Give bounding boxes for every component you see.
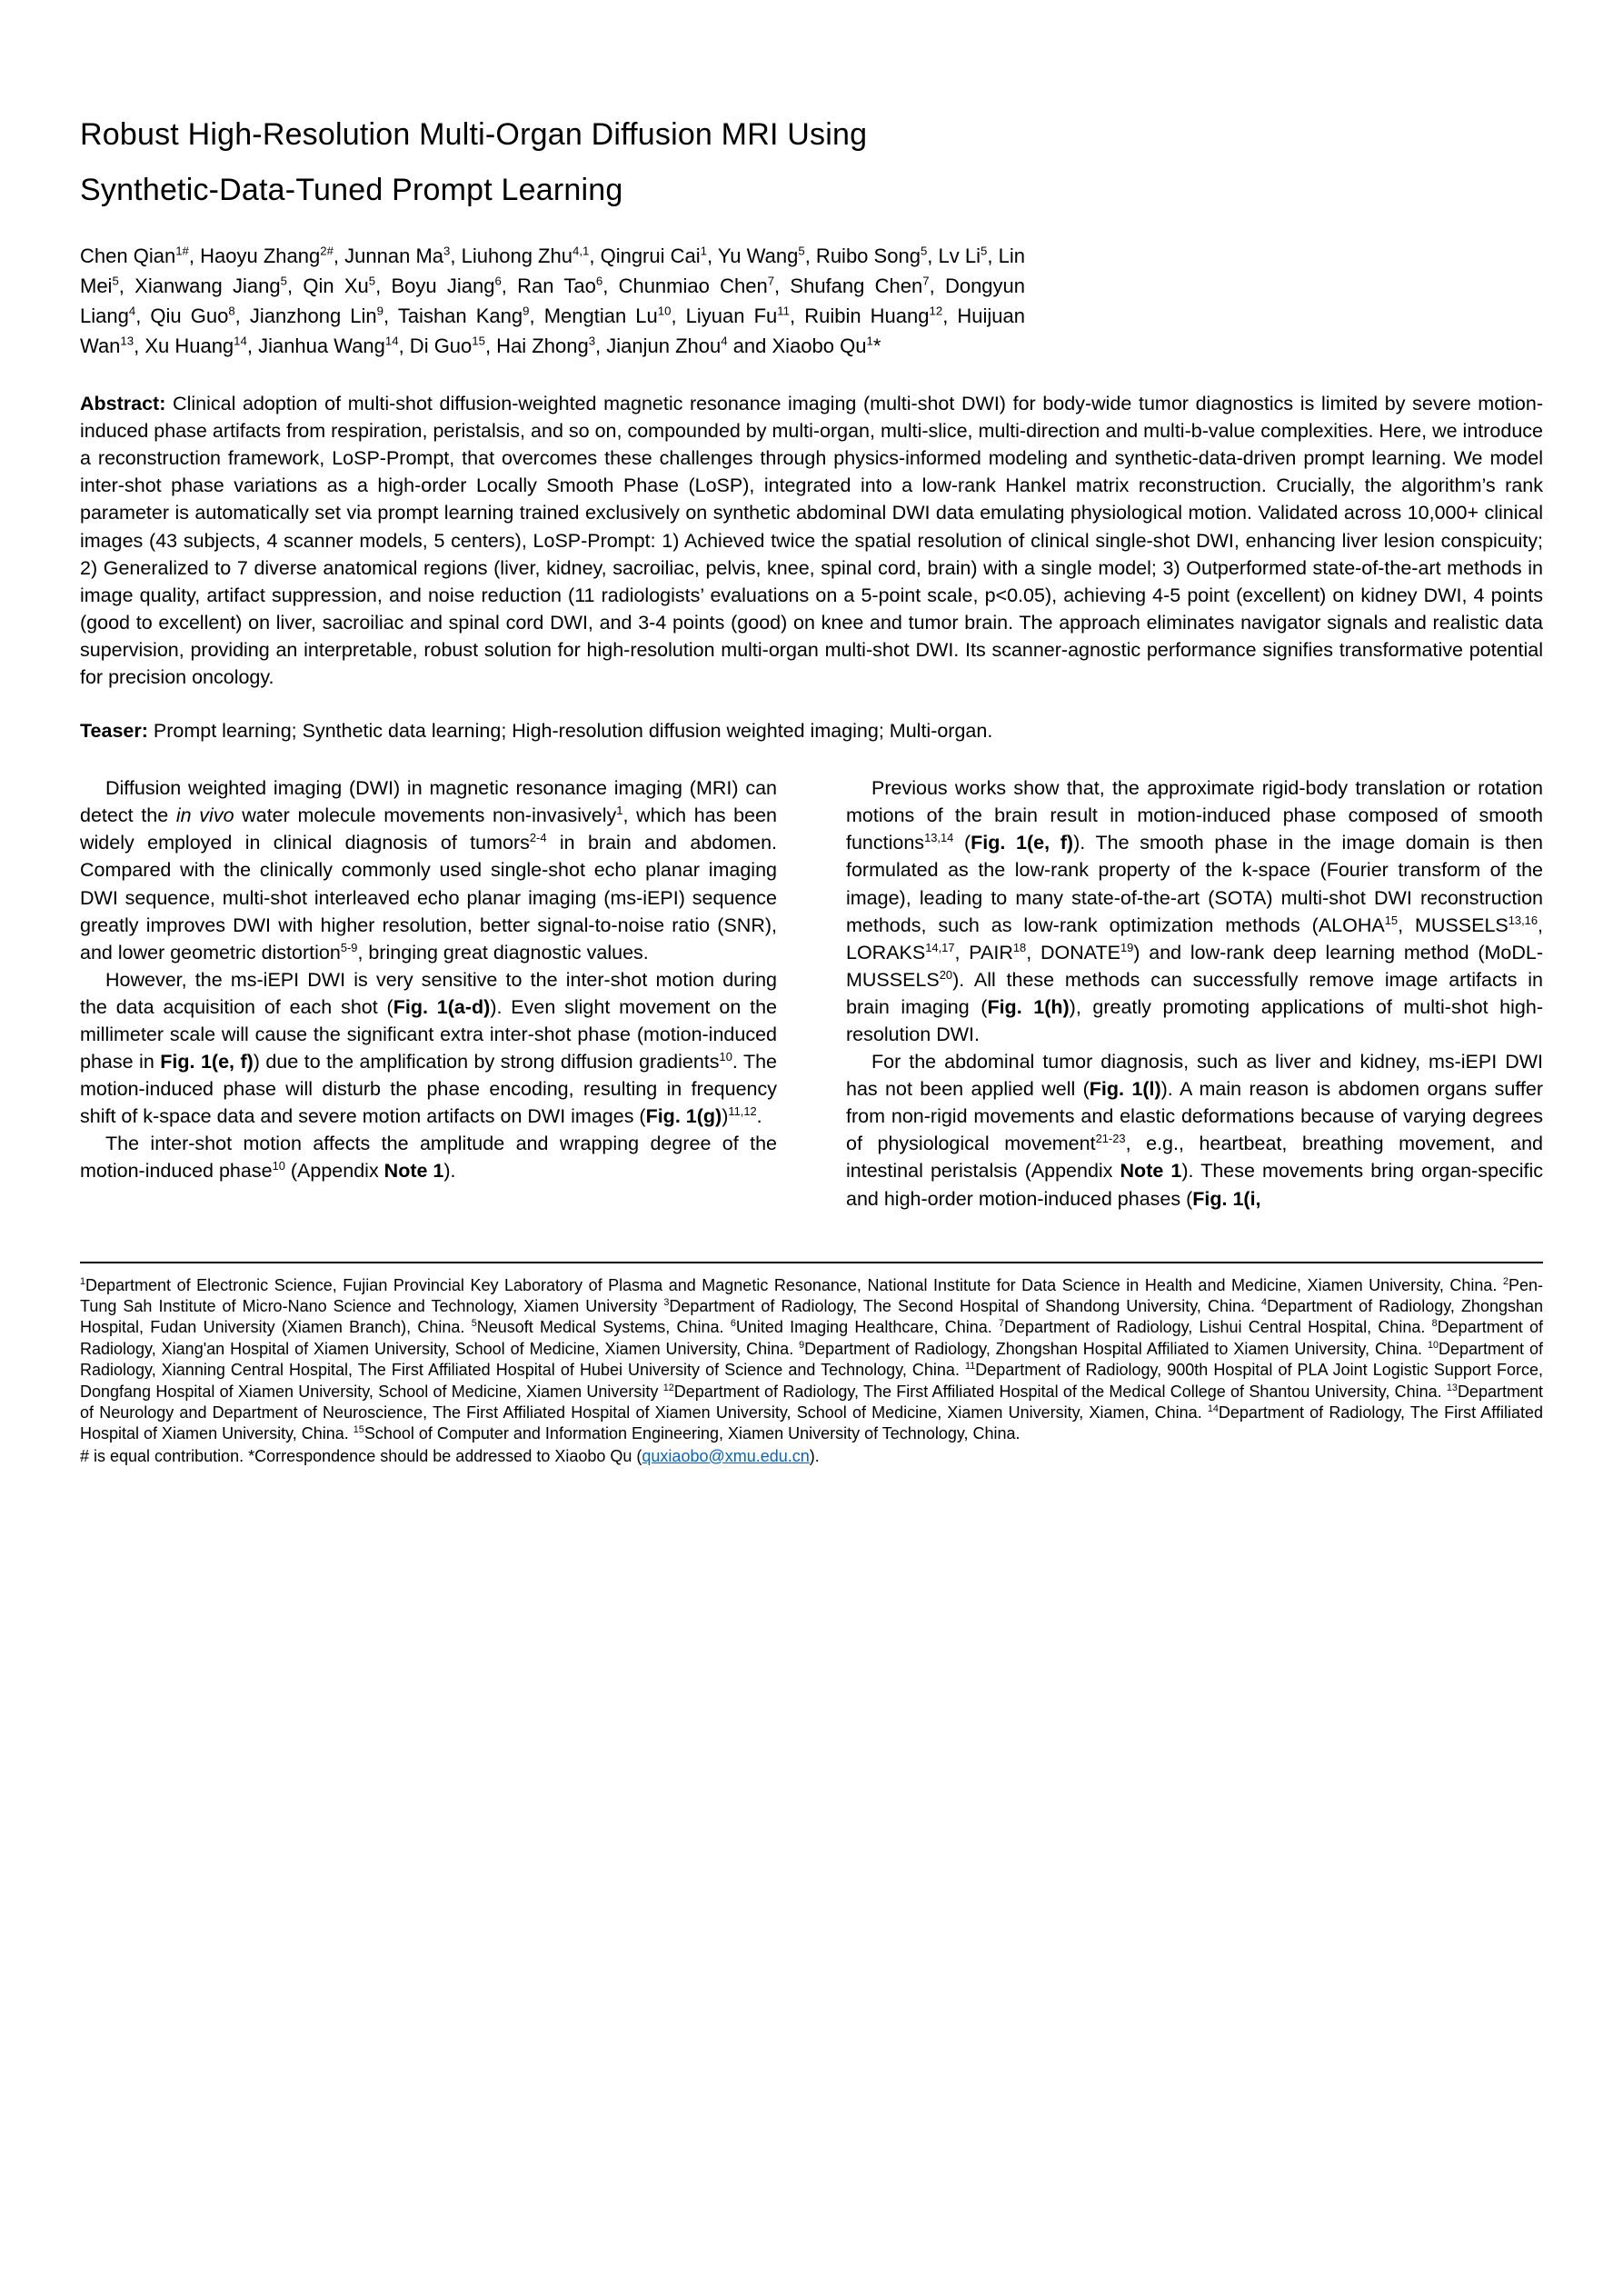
body-paragraph-left-1: Diffusion weighted imaging (DWI) in magnetic resonance imaging (MRI) can detect the in vivo water molecule movements non-invasively$^1$, which has been widely employed in clinical diagnosis of tumors$^{2-4}$ in brain and abdomen. Compared with the clinically commonly used single-shot echo planar imaging DWI sequence, multi-shot interleaved echo planar imaging (ms-iEPI) sequence greatly improves DWI with higher resolution, better signal-to-noise ratio (SNR), and lower geometric distortion$^{5-9}$, bringing great diagnostic values. xyxy=(80,777,777,963)
body-column-right xyxy=(846,774,1543,1213)
abstract-label: Abstract: xyxy=(80,393,166,415)
teaser-label: Teaser: xyxy=(80,720,148,743)
author-list: Chen Qian$^{1\#}$, Haoyu Zhang$^{2\#}$, Junnan Ma$^3$, Liuhong Zhu$^{4,1}$, Qingrui Cai$^1$, Yu Wang$^5$, Ruibo Song$^5$, Lv Li$^5$, Lin Mei$^5$, Xianwang Jiang$^5$, Qin Xu$^5$, Boyu Jiang$^6$, Ran Tao$^6$, Chunmiao Chen$^7$, Shufang Chen$^7$, Dongyun Liang$^4$, Qiu Guo$^8$, Jianzhong Lin$^9$, Taishan Kang$^9$, Mengtian Lu$^{10}$, Liyuan Fu$^{11}$, Ruibin Huang$^{12}$, Huijuan Wan$^{13}$, Xu Huang$^{14}$, Jianhua Wang$^{14}$, Di Guo$^{15}$, Hai Zhong$^3$, Jianjun Zhou$^4$ and Xiaobo Qu$^1$* xyxy=(80,244,1026,358)
abstract-text: Clinical adoption of multi-shot diffusion-weighted magnetic resonance imaging (multi-shot DWI) for body-wide tumor diagnostics is limited by severe motion-induced phase artifacts from respiration, peristalsis, and so on, compounded by multi-organ, multi-slice, multi-direction and multi-b-value complexities. Here, we introduce a reconstruction framework, LoSP-Prompt, that overcomes these challenges through physics-informed modeling and synthetic-data-driven prompt learning. We model inter-shot phase variations as a high-order Locally Smooth Phase (LoSP), integrated into a low-rank Hankel matrix reconstruction. Crucially, the algorithm’s rank parameter is automatically set via prompt learning trained exclusively on synthetic abdominal DWI data emulating physiological motion. Validated across 10,000+ clinical images (43 subjects, 4 scanner models, 5 centers), LoSP-Prompt: 1) Achieved twice the spatial resolution of clinical single-shot DWI, enhancing liver lesion conspicuity; 2) Generalized to 7 diverse anatomical regions (liver, kidney, sacroiliac, pelvis, knee, spinal cord, brain) with a single model; 3) Outperformed state-of-the-art methods in image quality, artifact suppression, and noise reduction (11 radiologists’ evaluations on a 5-point scale, p<0.05), achieving 4-5 point (excellent) on kidney DWI, 4 points (good to excellent) on liver, sacroiliac and spinal cord DWI, and 3-4 points (good) on knee and tumor brain. The approach eliminates navigator signals and realistic data supervision, providing an interpretable, robust solution for high-resolution multi-organ multi-shot DWI. Its scanner-agnostic performance signifies transformative potential for precision oncology. xyxy=(80,393,1543,688)
paper-title-line-1: Robust High-Resolution Multi-Organ Diffusion MRI Using xyxy=(80,117,868,152)
affiliations-text: $^1$Department of Electronic Science, Fujian Provincial Key Laboratory of Plasma and Magnetic Resonance, National Institute for Data Science in Health and Medicine, Xiamen University, China. $^2$Pen-Tung Sah Institute of Micro-Nano Science and Technology, Xiamen University $^3$Department of Radiology, The Second Hospital of Shandong University, China. $^4$Department of Radiology, Zhongshan Hospital, Fudan University (Xiamen Branch), China. $^5$Neusoft Medical Systems, China. $^6$United Imaging Healthcare, China. $^7$Department of Radiology, Lishui Central Hospital, China. $^8$Department of Radiology, Xiang'an Hospital of Xiamen University, School of Medicine, Xiamen University, China. $^9$Department of Radiology, Zhongshan Hospital Affiliated to Xiamen University, China. $^{10}$Department of Radiology, Xianning Central Hospital, The First Affiliated Hospital of Hubei University of Science and Technology, China. $^{11}$Department of Radiology, 900th Hospital of PLA Joint Logistic Support Force, Dongfang Hospital of Xiamen University, School of Medicine, Xiamen University $^{12}$Department of Radiology, The First Affiliated Hospital of the Medical College of Shantou University, China. $^{13}$Department of Neurology and Department of Neuroscience, The First Affiliated Hospital of Xiamen University, School of Medicine, Xiamen University, Xiamen, China. $^{14}$Department of Radiology, The First Affiliated Hospital of Xiamen University, China. $^{15}$School of Computer and Information Engineering, Xiamen University of Technology, China. xyxy=(80,1275,1544,1443)
paper-title xyxy=(80,107,1543,217)
body-paragraph-left-2: However, the ms-iEPI DWI is very sensitive to the inter-shot motion during the data acquisition of each shot (Fig. 1(a-d)). Even slight movement on the millimeter scale will cause the significant extra inter-shot phase (motion-induced phase in Fig. 1(e, f)) due to the amplification by strong diffusion gradients$^{10}$. The motion-induced phase will disturb the phase encoding, resulting in frequency shift of k-space data and severe motion artifacts on DWI images (Fig. 1(g))$^{11,12}$. xyxy=(80,968,778,1128)
correspondence-note xyxy=(80,1446,1543,1467)
body-paragraph-left-3: The inter-shot motion affects the amplitude and wrapping degree of the motion-induced phase$^{10}$ (Appendix Note 1). xyxy=(80,1133,777,1183)
paper-title-line-2: Synthetic-Data-Tuned Prompt Learning xyxy=(80,172,623,207)
body-paragraph-right-1: Previous works show that, the approximate rigid-body translation or rotation motions of the brain result in motion-induced phase composed of smooth functions$^{13,14}$ (Fig. 1(e, f)). The smooth phase in the image domain is then formulated as the low-rank property of the k-space (Fourier transform of the image), leading to many state-of-the-art (SOTA) multi-shot DWI reconstruction methods, such as low-rank optimization methods (ALOHA$^{15}$, MUSSELS$^{13,16}$, LORAKS$^{14,17}$, PAIR$^{18}$, DONATE$^{19}$) and low-rank deep learning method (MoDL-MUSSELS$^{20}$). All these methods can successfully remove image artifacts in brain imaging (Fig. 1(h)), greatly promoting applications of multi-shot high-resolution DWI. xyxy=(846,777,1544,1045)
body-columns xyxy=(80,774,1543,1213)
correspondence-suffix: ). xyxy=(809,1446,820,1465)
email-link[interactable]: quxiaobo@xmu.edu.cn xyxy=(642,1446,810,1465)
footnotes-section xyxy=(80,1262,1543,1468)
body-paragraph-right-2: For the abdominal tumor diagnosis, such as liver and kidney, ms-iEPI DWI has not been applied well (Fig. 1(l)). A main reason is abdomen organs suffer from non-rigid movements and elastic deformations because of varying degrees of physiological movement$^{21-23}$, e.g., heartbeat, breathing movement, and intestinal peristalsis (Appendix Note 1). These movements bring organ-specific and high-order motion-induced phases (Fig. 1(i, xyxy=(846,1051,1543,1210)
abstract xyxy=(80,390,1543,691)
body-column-left xyxy=(80,774,777,1213)
teaser-text: Prompt learning; Synthetic data learning; High-resolution diffusion weighted imaging; Multi-organ. xyxy=(153,720,993,743)
correspondence-prefix: # is equal contribution. *Correspondence should be addressed to Xiaobo Qu ( xyxy=(80,1446,642,1465)
teaser xyxy=(80,717,1543,744)
